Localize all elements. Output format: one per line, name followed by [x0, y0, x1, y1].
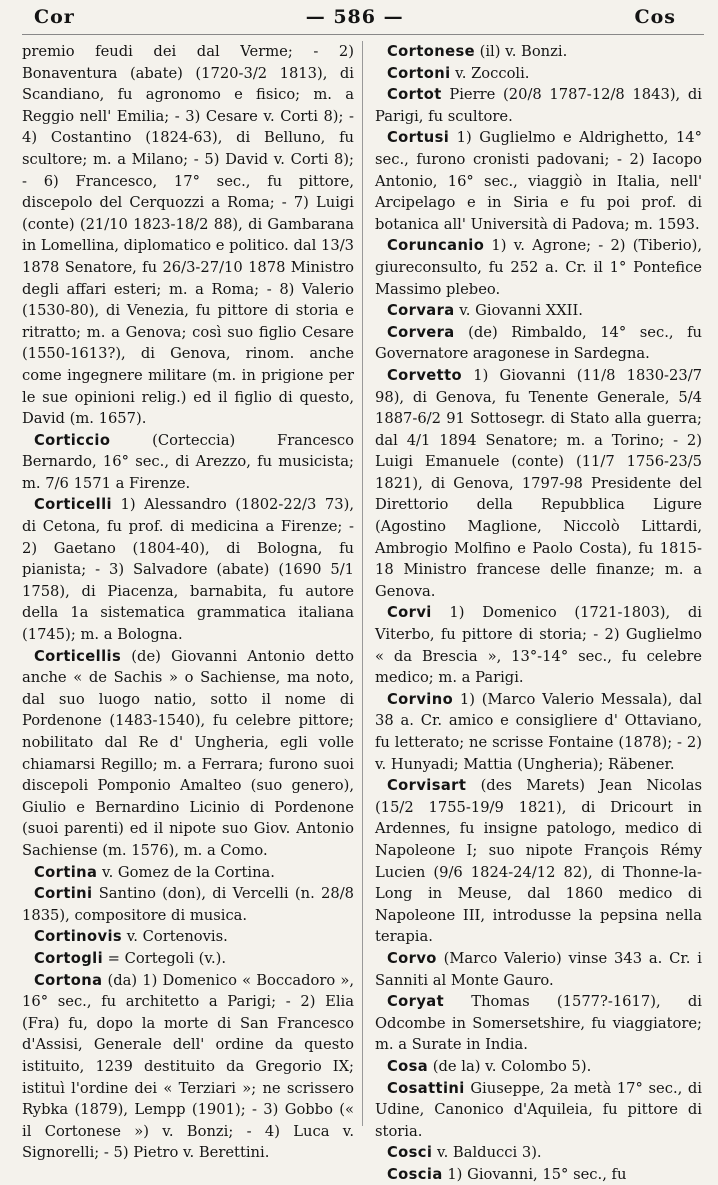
right-column — [362, 41, 702, 1183]
dictionary-entry — [375, 948, 702, 991]
header-left-guide-word: Cor — [34, 6, 75, 28]
page-number: — 586 — — [305, 6, 404, 28]
entry-text: 1) Guglielmo e Aldrighetto, 14° sec., furono cronisti padovani; - 2) Iacopo Antonio, 16° sec., viaggiò in Italia, nell' Arcipelago e in Siria e fu poi prof. di botanica all' Università di Padova; m. 1593. — [375, 129, 702, 233]
dictionary-entry — [22, 430, 354, 495]
entry-text: (de) Rimbaldo, 14° sec., fu Governatore aragonese in Sardegna. — [375, 323, 702, 363]
dictionary-entry — [375, 84, 702, 127]
dictionary-entry — [22, 494, 354, 645]
entry-headword: Cortogli — [34, 949, 104, 967]
dictionary-entry — [22, 970, 354, 1164]
dictionary-entry — [375, 1164, 702, 1185]
entry-text: (il) v. Bonzi. — [474, 43, 568, 60]
dictionary-entry — [375, 689, 702, 775]
dictionary-entry — [375, 63, 702, 85]
entry-headword: Cortinovis — [34, 928, 123, 946]
dictionary-entry — [22, 862, 354, 884]
entry-text: Thomas (1577?-1617), di Odcombe in Somersetshire, fu viaggiatore; m. a Surate in India. — [375, 993, 702, 1054]
dictionary-entry — [375, 322, 702, 365]
dictionary-entry — [375, 300, 702, 322]
entry-text: (Corteccia) Francesco Bernardo, 16° sec., di Arezzo, fu musicista; m. 7/6 1571 a Firenze. — [22, 431, 354, 492]
header-right-guide-word: Cos — [634, 6, 676, 28]
entry-headword: Cortot — [387, 86, 442, 104]
entry-text: 1) Giovanni, 15° sec., fu — [442, 1165, 627, 1183]
entry-headword: Corvara — [387, 302, 455, 320]
entry-headword: Corvino — [387, 690, 454, 708]
entry-headword: Corticcio — [34, 431, 111, 449]
dictionary-entry — [375, 1056, 702, 1078]
dictionary-entry — [22, 883, 354, 926]
entry-text: (da) 1) Domenico « Boccadoro », 16° sec., fu architetto a Parigi; - 2) Elia (Fra) fu, dopo la morte di San Francesco d'Assisi, Generale dell' ordine da questo istituito, 1239 destituito da Gregorio IX; istituì l'ordine dei « Terziari »; ne scrissero Rybka (1879), Lempp (1901); - 3) Gobbo (« il Cortonese ») v. Bonzi; - 4) Luca v. Signorelli; - 5) Pietro v. Berettini. — [22, 971, 354, 1162]
entry-text: Pierre (20/8 1787-12/8 1843), di Parigi, fu scultore. — [375, 86, 702, 125]
entry-headword: Cortoni — [387, 64, 451, 82]
dictionary-entry — [22, 948, 354, 970]
dictionary-entry — [375, 991, 702, 1056]
entry-headword: Coruncanio — [387, 237, 485, 255]
dictionary-entry — [22, 41, 354, 430]
entry-text: v. Cortenovis. — [122, 928, 228, 946]
entry-headword: Cortini — [34, 885, 93, 903]
entry-text: Santino (don), di Vercelli (n. 28/8 1835), compositore di musica. — [22, 885, 354, 924]
entry-headword: Corticelli — [34, 496, 112, 514]
entry-text: v. Gomez de la Cortina. — [97, 863, 275, 881]
entry-headword: Coryat — [387, 993, 445, 1011]
entry-headword: Cortonese — [387, 43, 475, 60]
entry-headword: Corticellis — [34, 647, 122, 665]
entry-text: 1) (Marco Valerio Messala), dal 38 a. Cr. amico e consigliere d' Ottaviano, fu letterato; ne scrisse Fontaine (1878); - 2) v. Hunyadi; Mattia (Ungheria); Räbener. — [375, 690, 702, 773]
entry-headword: Cortusi — [387, 129, 450, 147]
entry-headword: Cortona — [34, 971, 103, 989]
entry-text: v. Zoccoli. — [450, 64, 530, 82]
dictionary-entry — [375, 602, 702, 688]
entry-headword: Corvera — [387, 323, 455, 341]
entry-headword: Corvetto — [387, 366, 462, 384]
entry-text: 1) Domenico (1721-1803), di Viterbo, fu pittore di storia; - 2) Guglielmo « da Brescia », 13°-14° sec., fu celebre medico; m. a Parigi. — [375, 604, 702, 687]
entry-text: (Marco Valerio) vinse 343 a. Cr. i Sanniti al Monte Gauro. — [375, 949, 702, 989]
entry-headword: Corvo — [387, 949, 437, 967]
entry-text: 1) Alessandro (1802-22/3 73), di Cetona, fu prof. di medicina a Firenze; - 2) Gaetano (1804-40), di Bologna, fu pianista; - 3) Salvadore (abate) (1690 5/1 1758), di Piacenza, barnabita, fu autore della 1a sistematica grammatica italiana (1745); m. a Bologna. — [22, 496, 354, 644]
entry-headword: Cosci — [387, 1144, 433, 1162]
entry-text: (de la) v. Colombo 5). — [428, 1057, 592, 1075]
left-column — [22, 41, 362, 1162]
entry-headword: Coscia — [387, 1165, 443, 1183]
entry-headword: Cosa — [387, 1057, 429, 1075]
dictionary-entry — [375, 1142, 702, 1164]
entry-headword: Cosattini — [387, 1079, 465, 1097]
entry-text: = Cortegoli (v.). — [103, 949, 227, 967]
dictionary-entry — [375, 127, 702, 235]
entry-text: Giuseppe, 2a metà 17° sec., di Udine, Canonico d'Aquileia, fu pittore di storia. — [375, 1079, 702, 1140]
dictionary-entry — [375, 235, 702, 300]
entry-headword: Cortina — [34, 863, 98, 881]
dictionary-entry — [375, 365, 702, 603]
dictionary-entry — [375, 41, 702, 63]
dictionary-entry — [22, 646, 354, 862]
dictionary-entry — [22, 926, 354, 948]
entry-text: premio feudi dei dal Verme; - 2) Bonaventura (abate) (1720-3/2 1813), di Scandiano, fu agronomo e fisico; m. a Reggio nell' Emilia; - 3) Cesare v. Corti 8); - 4) Costantino (1824-63), di Belluno, fu scultore; m. a Milano; - 5) David v. Corti 8); - 6) Francesco, 17° sec., fu pittore, discepolo del Cerquozzi a Roma; - 7) Luigi (conte) (21/10 1823-18/2 88), di Gambarana in Lomellina, diplomatico e politico. dal 13/3 1878 Senatore, fu 26/3-27/10 1878 Ministro degli affari esteri; m. a Roma; - 8) Valerio (1530-80), di Venezia, fu pittore di storia e ritratto; m. a Genova; così suo figlio Cesare (1550-1613?), di Genova, rinom. anche come ingegnere militare (m. in prigione per le sue opinioni relig.) ed il figlio di questo, David (m. 1657). — [22, 43, 355, 428]
entry-headword: Corvisart — [387, 777, 467, 795]
page-header — [22, 6, 704, 35]
entry-text: v. Giovanni XXII. — [454, 302, 583, 320]
entry-headword: Corvi — [387, 604, 432, 622]
entry-text: 1) v. Agrone; - 2) (Tiberio), giureconsulto, fu 252 a. Cr. il 1° Pontefice Massimo plebeo. — [375, 237, 702, 298]
text-columns — [22, 41, 704, 1183]
entry-text: 1) Giovanni (11/8 1830-23/7 98), di Genova, fu Tenente Generale, 5/4 1887-6/2 91 Sottosegr. di Stato alla guerra; dal 4/1 1894 Senatore; m. a Torino; - 2) Luigi Emanuele (conte) (11/7 1756-23/5 1821), di Genova, 1797-98 Presidente del Direttorio della Repubblica Ligure (Agostino Maglione, Niccolò Littardi, Ambrogio Molfino e Paolo Costa), fu 1815-18 Ministro francese delle finanze; m. a Genova. — [375, 366, 702, 600]
entry-text: (de) Giovanni Antonio detto anche « de Sachis » o Sachiense, ma noto, dal suo luogo natio, sotto il nome di Pordenone (1483-1540), fu celebre pittore; nobilitato dal Re d' Ungheria, egli volle chiamarsi Regillo; m. a Ferrara; furono suoi discepoli Pomponio Amalteo (suo genero), Giulio e Bernardino Licinio di Pordenone (suoi parenti) ed il nipote suo Giov. Antonio Sachiense (m. 1576), m. a Como. — [22, 647, 354, 859]
entry-text: (des Marets) Jean Nicolas (15/2 1755-19/9 1821), di Dricourt in Ardennes, fu insigne patologo, medico di Napoleone I; suo nipote François Rémy Lucien (9/6 1824-24/12 82), di Thonne-la-Long in Meuse, dal 1860 medico di Napoleone III, introdusse la pepsina nella terapia. — [375, 777, 702, 946]
dictionary-entry — [375, 775, 702, 948]
entry-text: v. Balducci 3). — [432, 1144, 542, 1162]
